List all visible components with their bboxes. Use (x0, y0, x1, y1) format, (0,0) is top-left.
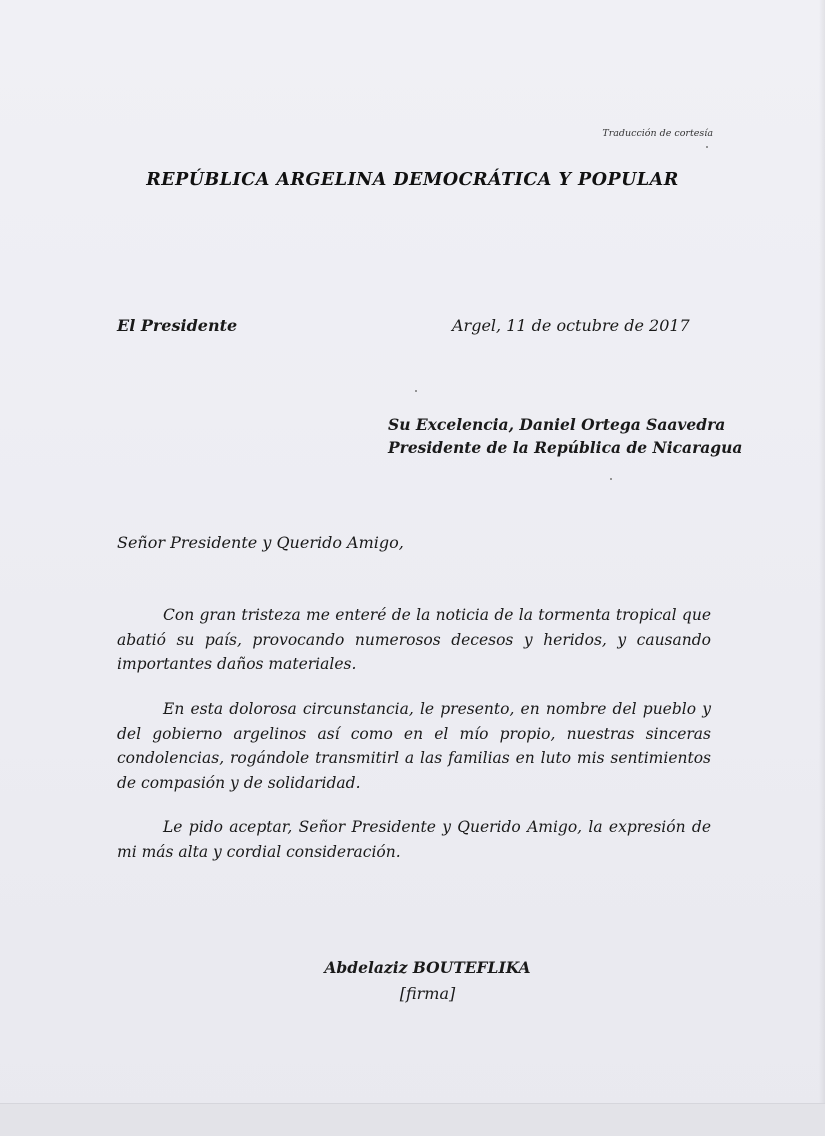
salutation: Señor Presidente y Querido Amigo, (117, 533, 404, 552)
letterhead-title: REPÚBLICA ARGELINA DEMOCRÁTICA Y POPULAR (146, 170, 679, 190)
body-paragraph-1: Con gran tristeza me enteré de la noticia de la tormenta tropical que abatió su país, provocando numerosos decesos y heridos, y causando importantes daños materiales. (117, 606, 711, 673)
courtesy-translation-note: Traducción de cortesía (602, 128, 713, 139)
body-paragraph-2: En esta dolorosa circunstancia, le presento, en nombre del pueblo y del gobierno argelinos así como en el mío propio, nuestras sinceras condolencias, rogándole transmitirl a las familias en luto mis sentimientos de compasión y de solidaridad. (117, 700, 711, 792)
scan-bottom-edge (0, 1103, 825, 1136)
body-paragraph-3: Le pido aceptar, Señor Presidente y Querido Amigo, la expresión de mi más alta y cordial consideración. (117, 818, 711, 861)
recipient-title: Presidente de la República de Nicaragua (388, 438, 743, 457)
place-and-date: Argel, 11 de octubre de 2017 (452, 316, 690, 335)
recipient-block (388, 413, 742, 459)
sender-title: El Presidente (117, 316, 238, 335)
signatory-name: Abdelaziz BOUTEFLIKA (324, 958, 531, 977)
scan-speck (706, 146, 708, 148)
recipient-name: Su Excelencia, Daniel Ortega Saavedra (388, 415, 726, 434)
signature-placeholder: [firma] (399, 984, 456, 1003)
scan-speck (415, 390, 417, 392)
scan-speck (610, 478, 612, 480)
